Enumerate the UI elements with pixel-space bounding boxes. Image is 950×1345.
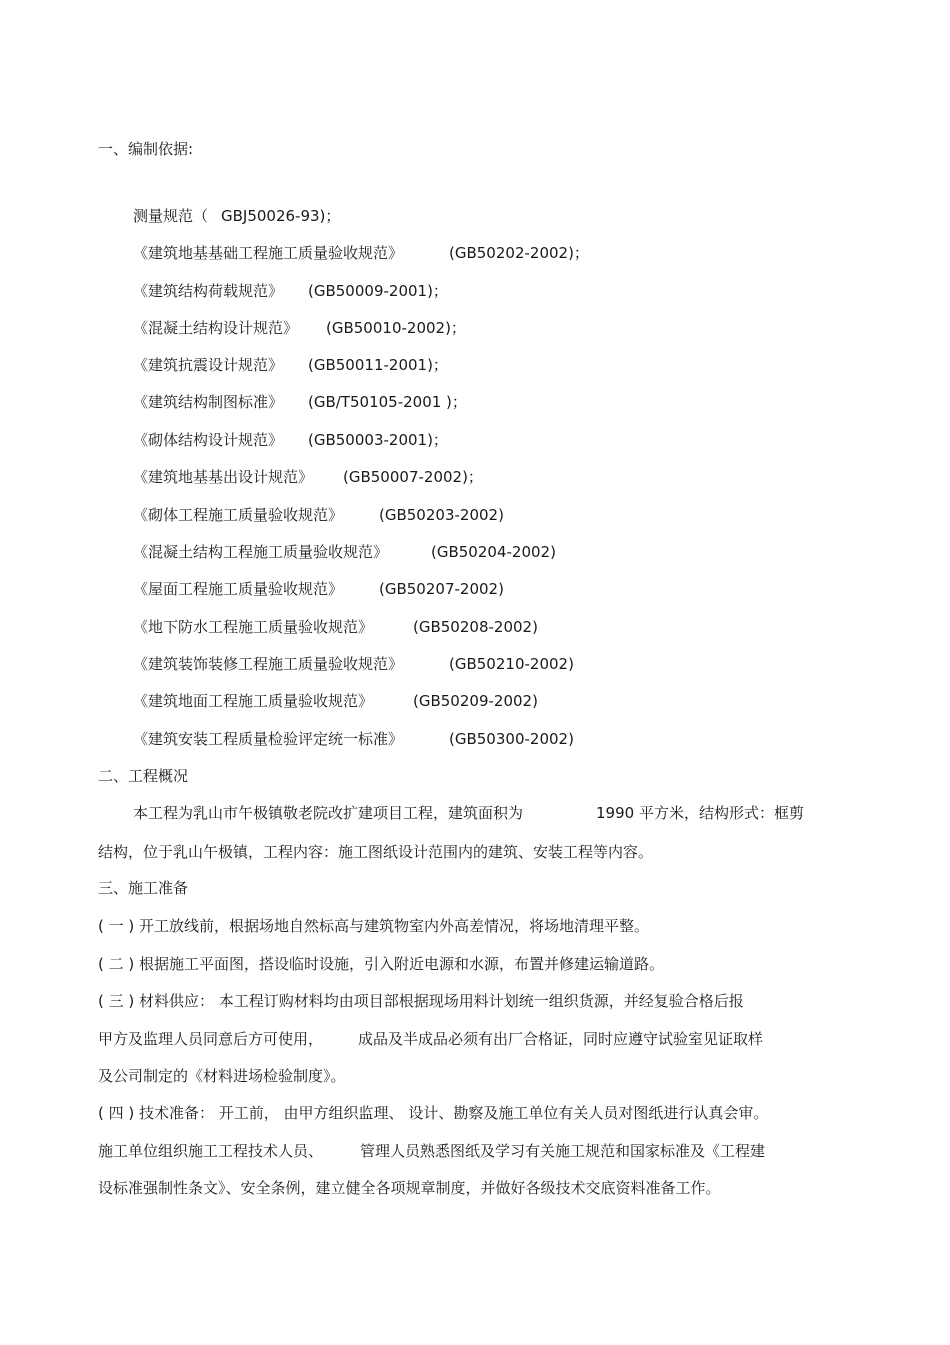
prep-item-4-line1: ( 四 ) 技术准备： 开工前， 由甲方组织监理、 设计、勘察及施工单位有关人员对图纸进行认真会审。 — [98, 1104, 769, 1122]
standard-name: 《建筑抗震设计规范》 — [133, 356, 284, 374]
prep-item-3-line2a: 甲方及监理人员同意后方可使用， — [98, 1030, 324, 1048]
prep-item-3-line2b: 成品及半成品必须有出厂合格证，同时应遵守试验室见证取样 — [358, 1030, 764, 1048]
standard-item — [133, 281, 833, 301]
standard-code: (GB50003-2001)； — [308, 431, 448, 449]
standard-code: (GB50210-2002) — [449, 655, 574, 673]
section3-heading: 三、施工准备 — [98, 879, 189, 897]
standard-item — [133, 243, 833, 263]
standard-code: (GB50203-2002) — [379, 506, 504, 524]
standard-name: 《混凝土结构设计规范》 — [133, 319, 299, 337]
standard-item — [133, 542, 833, 562]
section1-heading: 一、编制依据: — [98, 140, 194, 158]
prep-item-4-line3: 设标准强制性条文》、安全条例，建立健全各项规章制度，并做好各级技术交底资料准备工作。 — [98, 1179, 721, 1197]
standard-name: 《建筑结构制图标准》 — [133, 393, 284, 411]
standard-name: 《建筑地基基出设计规范》 — [133, 468, 314, 486]
standard-item — [133, 392, 833, 412]
standard-name: 《建筑安装工程质量检验评定统一标准》 — [133, 730, 404, 748]
standard-code: (GB50010-2002)； — [326, 319, 466, 337]
prep-item-4-line2a: 施工单位组织施工工程技术人员、 — [98, 1142, 324, 1160]
standard-item — [133, 617, 833, 637]
standard-name: 《混凝土结构工程施工质量验收规范》 — [133, 543, 389, 561]
standard-name: 《建筑地基基础工程施工质量验收规范》 — [133, 244, 404, 262]
standard-item — [133, 505, 833, 525]
standard-item — [133, 318, 833, 338]
standard-code: (GB/T50105-2001 )； — [308, 393, 467, 411]
standard-name: 《砌体结构设计规范》 — [133, 431, 284, 449]
standard-item — [133, 729, 833, 749]
prep-item-4-line2b: 管理人员熟悉图纸及学习有关施工规范和国家标准及《工程建 — [360, 1142, 766, 1160]
standard-code: (GB50208-2002) — [413, 618, 538, 636]
prep-item-3-line1: ( 三 ) 材料供应： 本工程订购材料均由项目部根据现场用料计划统一组织货源，并经复验合格后报 — [98, 992, 744, 1010]
standard-code: (GB50209-2002) — [413, 692, 538, 710]
standard-name: 《建筑地面工程施工质量验收规范》 — [133, 692, 374, 710]
standard-code: (GB50007-2002)； — [343, 468, 483, 486]
standard-item — [133, 467, 833, 487]
standard-item — [133, 430, 833, 450]
standard-item — [133, 691, 833, 711]
standard-code: (GB50300-2002) — [449, 730, 574, 748]
standard-code: (GB50011-2001)； — [308, 356, 448, 374]
standard-code: (GB50202-2002)； — [449, 244, 589, 262]
section2-heading: 二、工程概况 — [98, 767, 189, 785]
overview-paragraph-line1b: 1990 平方米，结构形式：框剪 — [596, 804, 804, 822]
prep-item-1: ( 一 ) 开工放线前，根据场地自然标高与建筑物室内外高差情况，将场地清理平整。 — [98, 917, 650, 935]
prep-item-3-line3: 及公司制定的《材料进场检验制度》。 — [98, 1067, 346, 1085]
standard-name: 《砌体工程施工质量验收规范》 — [133, 506, 344, 524]
standard-item — [133, 206, 833, 226]
standard-item — [133, 579, 833, 599]
standard-code: (GB50204-2002) — [431, 543, 556, 561]
standard-name: 《建筑结构荷载规范》 — [133, 282, 284, 300]
overview-paragraph-line1a: 本工程为乳山市午极镇敬老院改扩建项目工程，建筑面积为 — [133, 804, 524, 822]
standard-name: 《地下防水工程施工质量验收规范》 — [133, 618, 374, 636]
standard-code: (GB50009-2001)； — [308, 282, 448, 300]
prep-item-2: ( 二 ) 根据施工平面图，搭设临时设施，引入附近电源和水源，布置并修建运输道路。 — [98, 955, 665, 973]
standard-code: (GB50207-2002) — [379, 580, 504, 598]
standard-name: 《屋面工程施工质量验收规范》 — [133, 580, 344, 598]
standard-code: GBJ50026-93)； — [221, 207, 341, 225]
standard-item — [133, 654, 833, 674]
overview-paragraph-line2: 结构，位于乳山午极镇，工程内容：施工图纸设计范围内的建筑、安装工程等内容。 — [98, 843, 654, 861]
standard-name: 《建筑装饰装修工程施工质量验收规范》 — [133, 655, 404, 673]
standard-name: 测量规范（ — [133, 207, 209, 225]
standard-item — [133, 355, 833, 375]
